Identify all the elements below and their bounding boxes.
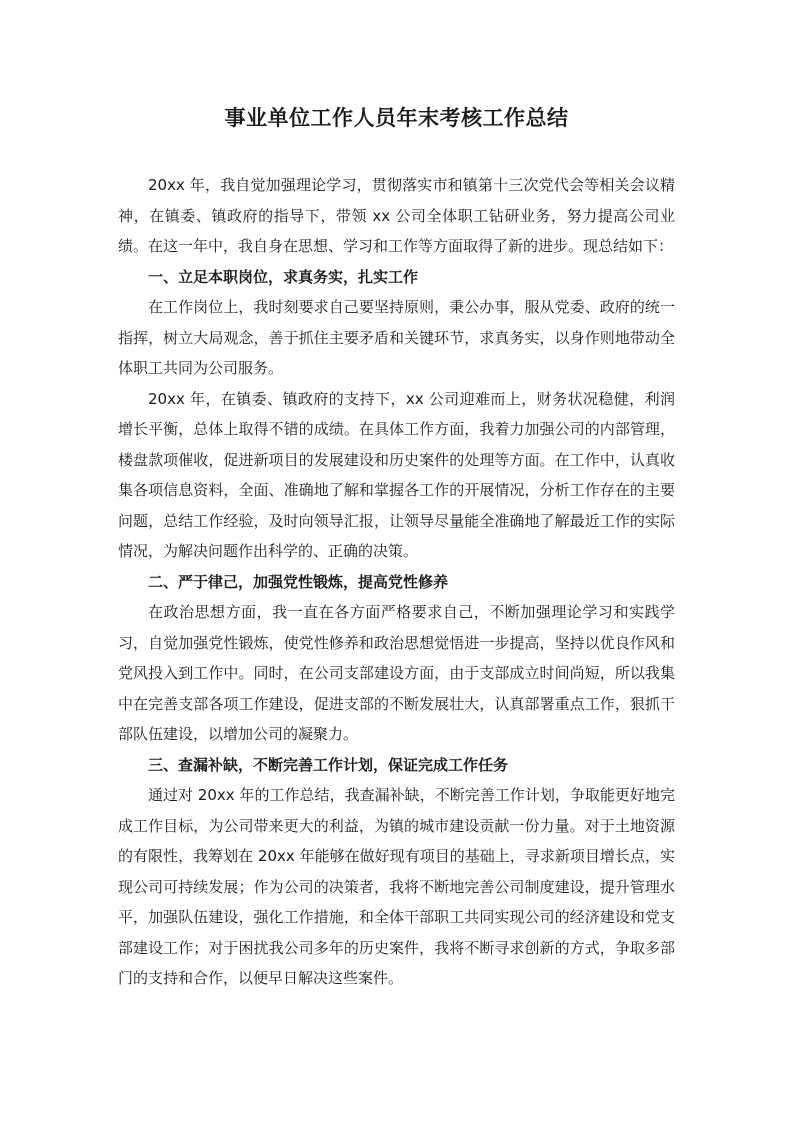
document-title: 事业单位工作人员年末考核工作总结 bbox=[224, 106, 569, 130]
section-2-paragraph-1: 在政治思想方面，我一直在各方面严格要求自己，不断加强理论学习和实践学习，自觉加强党性锻炼，使党性修养和政治思想觉悟进一步提高，坚持以优良作风和党风投入到工作中。同时，在公司支部建设方面，由于支部成立时间尚短，所以我集中在完善支部各项工作建设，促进支部的不断发展壮大，认真部署重点工作，狠抓干部队伍建设，以增加公司的凝聚力。 bbox=[118, 603, 675, 743]
section-heading-3: 三、查漏补缺，不断完善工作计划，保证完成工作任务 bbox=[148, 755, 509, 774]
section-1-paragraph-1: 在工作岗位上，我时刻要求自己要坚持原则，秉公办事，服从党委、政府的统一指挥，树立大局观念，善于抓住主要矛盾和关键环节，求真务实，以身作则地带动全体职工共同为公司服务。 bbox=[118, 298, 675, 377]
document-body bbox=[118, 170, 675, 994]
section-3-paragraph-1: 通过对 20xx 年的工作总结，我查漏补缺，不断完善工作计划，争取能更好地完成工作目标，为公司带来更大的利益，为镇的城市建设贡献一份力量。对于土地资源的有限性，我筹划在 20xx 年能够在做好现有项目的基础上，寻求新项目增长点，实现公司可持续发展；作为公司的决策者，我将不断地完善公司制度建设，提升管理水平，加强队伍建设，强化工作措施，和全体干部职工共同实现公司的经济建设和党支部建设工作；对于困扰我公司多年的历史案件，我将不断寻求创新的方式，争取多部门的支持和合作，以便早日解决这些案件。 bbox=[118, 786, 675, 987]
section-1-paragraph-2: 20xx 年，在镇委、镇政府的支持下，xx 公司迎难而上，财务状况稳健，利润增长平衡，总体上取得不错的成绩。在具体工作方面，我着力加强公司的内部管理，楼盘款项催收，促进新项目的发展建设和历史案件的处理等方面。在工作中，认真收集各项信息资料，全面、准确地了解和掌握各工作的开展情况，分析工作存在的主要问题，总结工作经验，及时向领导汇报，让领导尽量能全准确地了解最近工作的实际情况，为解决问题作出科学的、正确的决策。 bbox=[118, 389, 675, 560]
section-heading-1: 一、立足本职岗位，求真务实，扎实工作 bbox=[148, 267, 419, 286]
intro-paragraph: 20xx 年，我自觉加强理论学习，贯彻落实市和镇第十三次党代会等相关会议精神，在镇委、镇政府的指导下，带领 xx 公司全体职工钻研业务，努力提高公司业绩。在这一年中，我自身在思想、学习和工作等方面取得了新的进步。现总结如下： bbox=[118, 176, 675, 255]
section-heading-2: 二、严于律己，加强党性锻炼，提高党性修养 bbox=[148, 572, 449, 591]
